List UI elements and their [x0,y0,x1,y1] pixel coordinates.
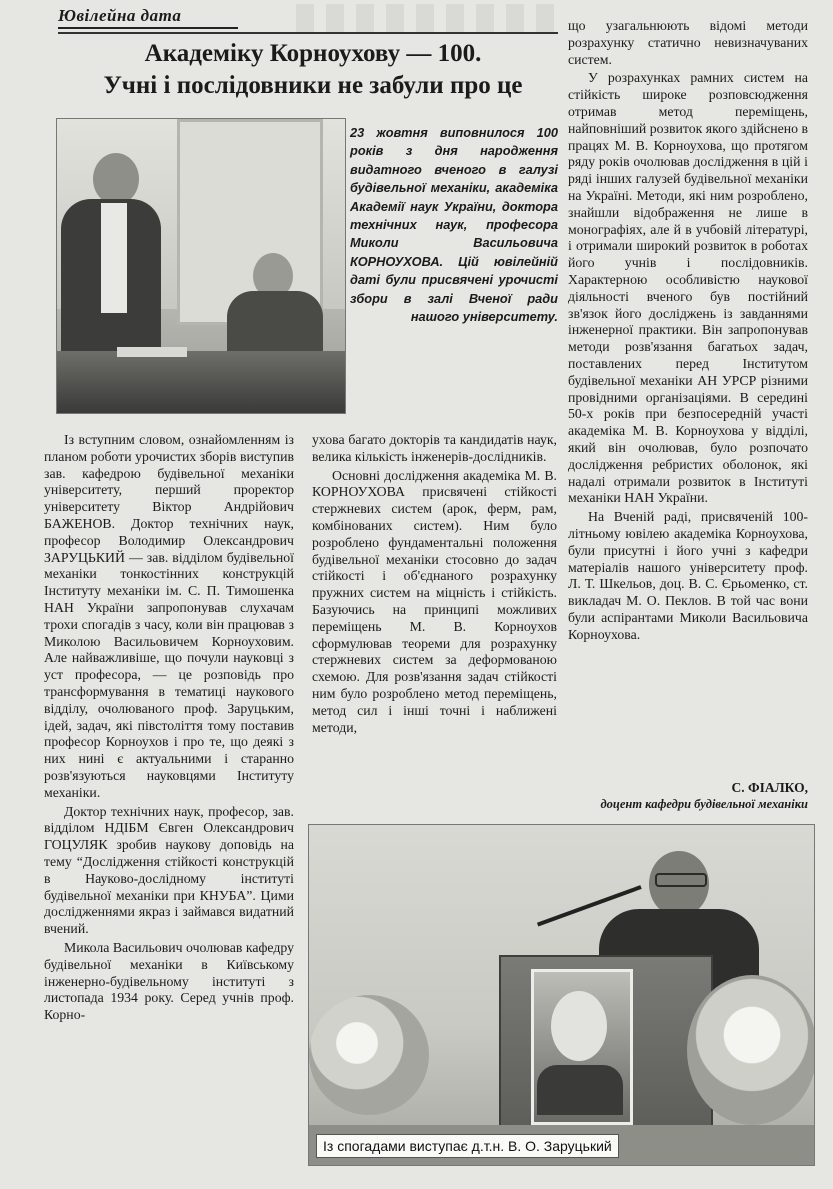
paragraph: що узагальнюють відомі методи розрахунку статично невизначуваних систем. [568,18,808,67]
speaker-shirt [101,203,127,313]
paragraph: Основні дослідження академіка М. В. КОРНОУХОВА присвячені стійкості стержневих систем (арок, ферм, рам, комбінованих систем). Ним було розроблено фундаментальні положення будівельної механіки стосовно до задач стійкості і об'єднаного розрахунку пружних систем на міцність і стійкість. Базуючись на принципі можливих переміщень М. В. Корноухов сформулював теореми для розрахунку стержневих систем за деформованою схемою. Для розв'язання задач стійкості ним було розроблено метод переміщень, метод сил і інші точні і наближені методи, [312,467,557,735]
flowers-right [687,975,815,1125]
author-signature [568,780,808,812]
portrait-suit [537,1065,623,1115]
paragraph: У розрахунках рамних систем на стійкість широке розповсюдження отримав метод переміщень, найповніший розвиток якого здійснено в працях М. В. Корноухова, що протягом ряду років очолював дослідження в цій і ряді інших галузей будівельної механіки на Україні. Методи, які ним розроблено, знайшли відображення не лише в монографіях, але й в учбовій літературі, і отримали широкий розвиток в роботах його учнів і послідовників. Характерною особливістю наукової діяльності вченого був постійний зв'язок його досліджень із завданнями інженерної практики. Він запропонував методи розв'язання багатьох задач, поставлених перед Інститутом будівельної механіки АН УРСР різними провідними організаціями. В середині 50-х років при безпосередній участі академіка М. В. Корноухова у відділі, який він очолював, було розпочато дослідження ребристих оболонок, які надалі отримали розвиток в Інституті механіки НАН України. [568,70,809,506]
conference-table [57,351,345,413]
author-name: С. ФІАЛКО, [731,780,808,795]
table-papers [117,347,187,357]
event-photo-top [56,118,346,414]
event-photo-bottom [308,824,815,1166]
rubric-rule [58,32,558,34]
paragraph: Доктор технічних наук, професор, зав. відділом НДІБМ Євген Олександрович ГОЦУЛЯК зробив наукову доповідь на тему “Дослідження стійкості конструкцій в Науково-дослідному інституті будівельної механіки при КНУБА”. Цими дослідженнями якраз і займався видатний вчений. [44,803,294,937]
paragraph: Із вступним словом, ознайомленням із планом роботи урочистих зборів виступив зав. кафедрою будівельної механіки університету, перший проректор університету Віктор Андрійович БАЖЕНОВ. Доктор технічних наук, професор Володимир Олександрович ЗАРУЦЬКИЙ — зав. відділом будівельної механіки тонкостінних конструкцій Інституту механіки ім. С. П. Тимошенка НАН України запропонував слухачам трохи спогадів з часу, коли він працював з Миколою Васильовичем Корноуховим. Але найважливіше, що почули науковці з уст професора, — це розповідь про трансформування в тематиці наукового відділу, очолюваного проф. Заруцьким, ідей, задач, які півстоліття тому поставив професор Корноухов і про те, що деякі з них нині є актуальними і старанно розв'язуються науковцями Інституту механіки. [44,432,294,800]
section-rubric: Ювілейна дата [58,6,238,29]
photo-caption: Із спогадами виступає д.т.н. В. О. Заруцький [316,1134,619,1158]
author-affiliation: доцент кафедри будівельної механіки [600,797,808,811]
flowers-left [309,995,429,1115]
headline-line-1: Академіку Корноухову — 100. [144,40,482,67]
paragraph: Микола Васильович очолював кафедру будівельної механіки в Київському інженерно-будівельному інституті з листопада 1934 року. Серед учнів проф. Корно- [44,939,294,1023]
speaker-glasses [655,873,707,887]
paragraph: На Вченій раді, присвяченій 100-літньому ювілею академіка Корноухова, були присутні і його учні з кафедри матеріалів нашого університету проф. Л. Т. Шкельов, доц. В. С. Єрьоменко, ст. викладач М. О. Пеклов. В той час вони були аспірантами Миколи Васильовича Корноухова. [568,509,808,642]
headline [58,38,568,102]
article-column-3 [568,18,808,643]
headline-line-2: Учні і послідовники не забули про це [103,72,523,99]
article-column-2 [312,432,557,736]
article-column-1 [44,432,294,1024]
background-bleed-through [296,4,556,34]
lead-paragraph: 23 жовтня виповнилося 100 років з дня народження видатного вченого в галузі будівельної механіки, академіка Академії наук України, доктора технічних наук, професора Миколи Васильовича КОРНОУХОВА. Цій ювілейній даті були присвячені урочисті збори в залі Вченої ради нашого університету. [350,125,558,325]
portrait-face [551,991,607,1061]
standing-speaker-head [93,153,139,205]
paragraph: ухова багато докторів та кандидатів наук, велика кількість інженерів-дослідників. [312,432,557,464]
